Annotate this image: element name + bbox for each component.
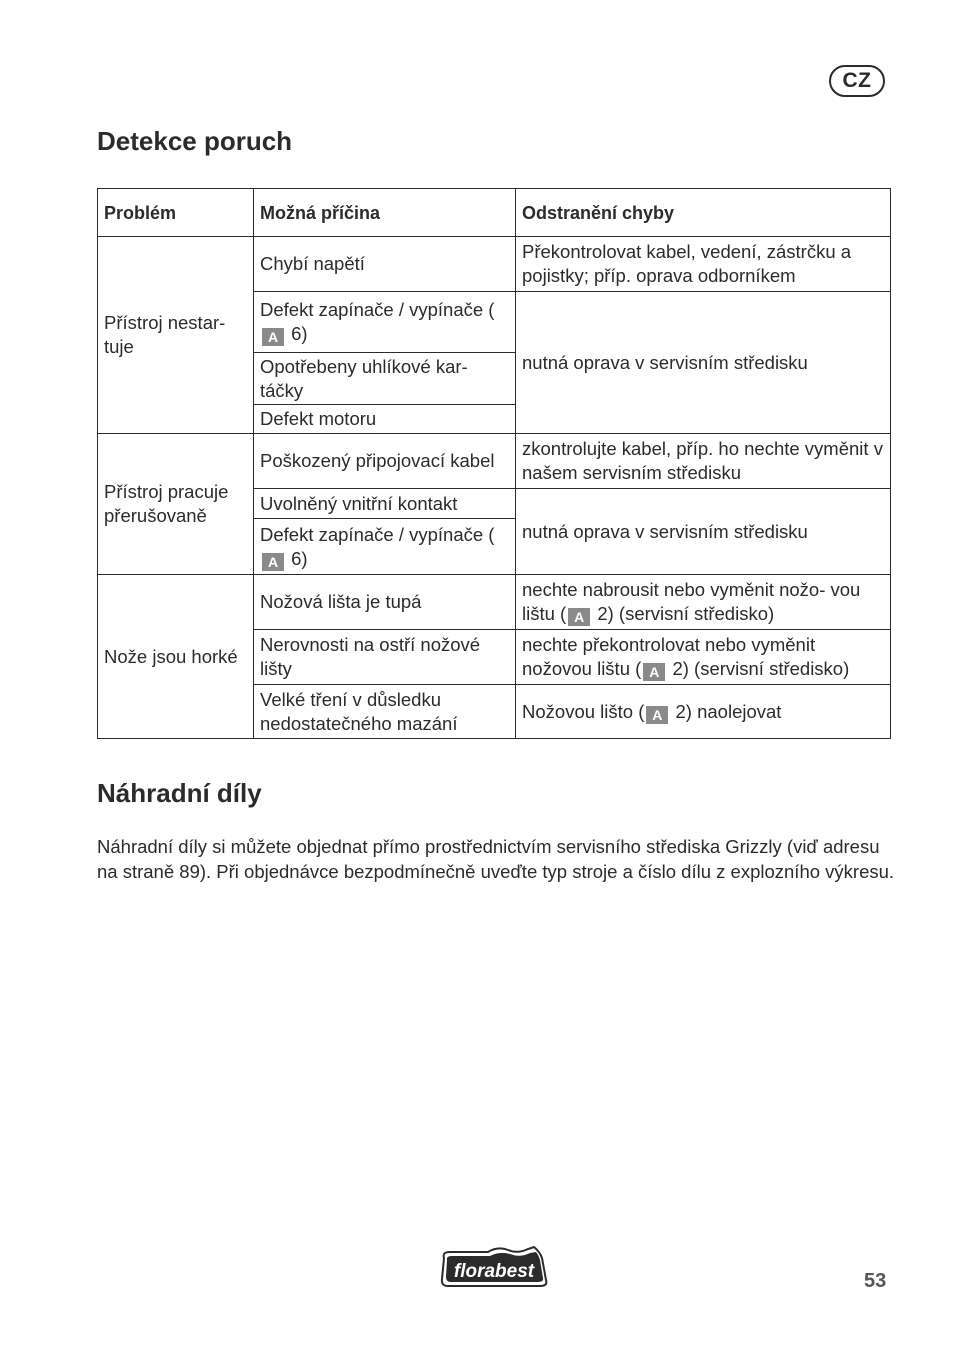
cause-cell — [254, 292, 516, 353]
problem-cell: Přístroj nestar- tuje — [98, 237, 254, 434]
figure-a-icon: A — [262, 328, 284, 346]
table-row — [98, 434, 891, 489]
section-title-spare-parts: Náhradní díly — [97, 778, 262, 808]
cause-cell: Nožová lišta je tupá — [254, 575, 516, 630]
fix-cell: Překontrolovat kabel, vedení, zástrčku a pojistky; příp. oprava odborníkem — [516, 237, 891, 292]
fix-cell: zkontrolujte kabel, příp. ho nechte vyměnit v našem servisním středisku — [516, 434, 891, 489]
figure-a-icon: A — [646, 706, 668, 724]
spare-parts-paragraph: Náhradní díly si můžete objednat přímo prostřednictvím servisního střediska Grizzly (viď adresu na straně 89). Při objednávce bezpodmínečně uveďte typ stroje a číslo dílu z explozního výkresu. — [97, 836, 895, 882]
figure-ref: 6) — [291, 547, 308, 569]
table-row — [98, 237, 891, 292]
cause-cell: Velké tření v důsledku nedostatečného mazání — [254, 685, 516, 739]
fix-cell — [516, 575, 891, 630]
fix-cell — [516, 685, 891, 739]
figure-a-icon: A — [262, 553, 284, 571]
header-fix: Odstranění chyby — [516, 189, 891, 237]
fix-cell — [516, 630, 891, 685]
cause-cell: Chybí napětí — [254, 237, 516, 292]
cause-cell — [254, 519, 516, 575]
logo-text: florabest — [453, 1261, 535, 1282]
fix-text: nechte nabrousit nebo vyměnit nožo- vou lištu ( — [522, 579, 861, 624]
section-title-fault-detection: Detekce poruch — [97, 126, 293, 156]
fix-text: Nožovou lišto ( — [522, 700, 645, 722]
table-row — [98, 575, 891, 630]
cause-text: Defekt zapínače / vypínače ( — [260, 299, 495, 320]
fix-cell: nutná oprava v servisním středisku — [516, 292, 891, 434]
cause-text: Defekt zapínače / vypínače ( — [260, 523, 495, 545]
problem-cell: Přístroj pracuje přerušovaně — [98, 434, 254, 575]
header-cause: Možná příčina — [254, 189, 516, 237]
problem-cell: Nože jsou horké — [98, 575, 254, 739]
fix-text-ref: 2) naolejovat — [675, 700, 782, 722]
fix-cell: nutná oprava v servisním středisku — [516, 489, 891, 575]
cause-cell: Defekt motoru — [254, 405, 516, 434]
figure-a-icon: A — [568, 608, 590, 626]
cause-cell: Poškozený připojovací kabel — [254, 434, 516, 489]
language-badge: CZ — [829, 65, 885, 97]
florabest-logo — [438, 1246, 552, 1288]
cause-cell: Opotřebeny uhlíkové kar- táčky — [254, 353, 516, 405]
header-problem: Problém — [98, 189, 254, 237]
fault-table — [97, 188, 891, 739]
fix-text: nechte překontrolovat nebo vyměnit nožovou lištu ( — [522, 634, 816, 679]
cause-cell: Uvolněný vnitřní kontakt — [254, 489, 516, 519]
table-header-row — [98, 189, 891, 237]
cause-cell: Nerovnosti na ostří nožové lišty — [254, 630, 516, 685]
fix-text-ref: 2) (servisní středisko) — [672, 658, 850, 679]
figure-ref: 6) — [291, 323, 308, 344]
fix-text-ref: 2) (servisní středisko) — [597, 603, 775, 624]
figure-a-icon: A — [643, 663, 665, 681]
page-number: 53 — [864, 1270, 887, 1292]
